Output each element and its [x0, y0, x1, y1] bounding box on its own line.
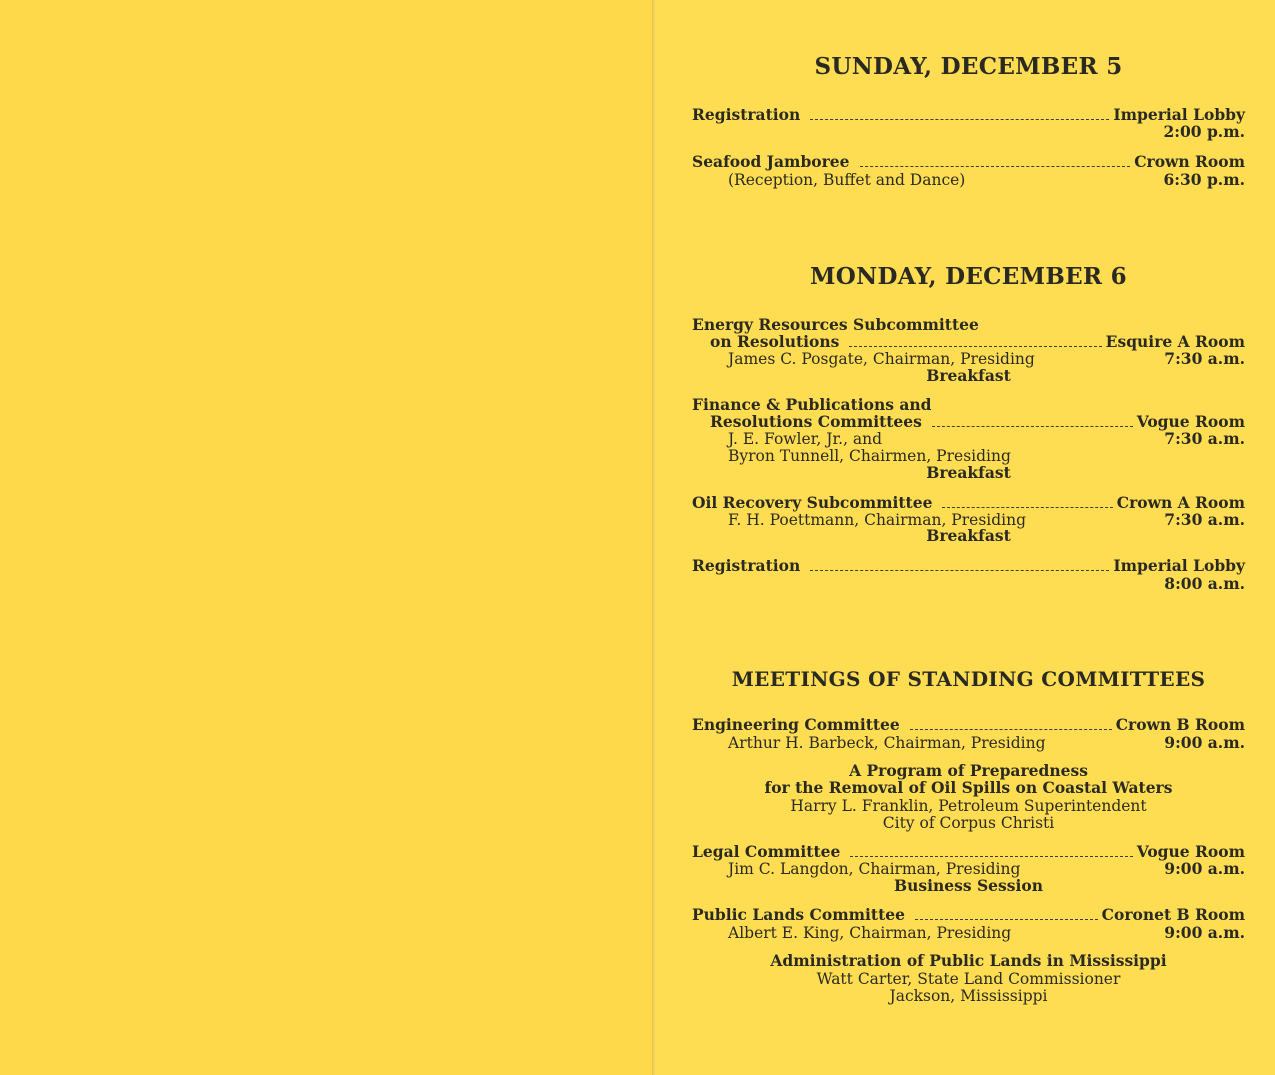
standing-committees-heading: MEETINGS OF STANDING COMMITTEES [731, 667, 1206, 691]
public-lands-committee: Public Lands Committee Coronet B Room [692, 905, 1245, 924]
topic-title: A Program of Preparedness [849, 761, 1088, 780]
time: 9:00 a.m. [1164, 733, 1245, 752]
engineering-committee: Engineering Committee Crown B Room [692, 715, 1245, 734]
event-note: (Reception, Buffet and Dance) [728, 171, 966, 189]
monday-registration: Registration Imperial Lobby [692, 556, 1245, 575]
chair: Jim C. Langdon, Chairman, Presiding [728, 860, 1021, 878]
session-type: Breakfast [926, 366, 1011, 385]
chair: Arthur H. Barbeck, Chairman, Presiding [728, 734, 1046, 752]
sunday-seafood-jamboree: Seafood Jamboree Crown Room [692, 152, 1245, 171]
time: 2:00 p.m. [1163, 122, 1245, 141]
time: 7:30 a.m. [1164, 429, 1245, 448]
sunday-heading: SUNDAY, DECEMBER 5 [814, 53, 1123, 80]
time: 6:30 p.m. [1163, 170, 1245, 189]
topic-title: Administration of Public Lands in Mississippi [770, 951, 1167, 970]
monday-oil-recovery: Oil Recovery Subcommittee Crown A Room [692, 493, 1245, 512]
chair: Byron Tunnell, Chairmen, Presiding [728, 447, 1011, 465]
time: 8:00 a.m. [1164, 574, 1245, 593]
time: 7:30 a.m. [1164, 510, 1245, 529]
topic-speaker-org: City of Corpus Christi [882, 814, 1055, 832]
chair: Albert E. King, Chairman, Presiding [728, 924, 1012, 942]
chair: J. E. Fowler, Jr., and [728, 430, 883, 448]
topic-speaker-org: Jackson, Mississippi [889, 987, 1048, 1005]
sunday-registration: Registration Imperial Lobby [692, 105, 1245, 124]
topic-speaker: Watt Carter, State Land Commissioner [816, 970, 1121, 988]
topic-title: for the Removal of Oil Spills on Coastal Waters [764, 778, 1173, 797]
time: 9:00 a.m. [1164, 923, 1245, 942]
topic-speaker: Harry L. Franklin, Petroleum Superintendent [790, 797, 1147, 815]
time: 9:00 a.m. [1164, 859, 1245, 878]
session-type: Business Session [894, 876, 1043, 895]
monday-finance-publications: Resolutions Committees Vogue Room [710, 412, 1245, 431]
time: 7:30 a.m. [1164, 349, 1245, 368]
event-title: Energy Resources Subcommittee [692, 315, 979, 334]
legal-committee: Legal Committee Vogue Room [692, 842, 1245, 861]
monday-energy-resources: on Resolutions Esquire A Room [710, 332, 1245, 351]
event-title: Finance & Publications and [692, 395, 932, 414]
session-type: Breakfast [926, 526, 1011, 545]
monday-heading: MONDAY, DECEMBER 6 [810, 263, 1127, 290]
chair: F. H. Poettmann, Chairman, Presiding [728, 511, 1027, 529]
chair: James C. Posgate, Chairman, Presiding [728, 350, 1035, 368]
session-type: Breakfast [926, 463, 1011, 482]
